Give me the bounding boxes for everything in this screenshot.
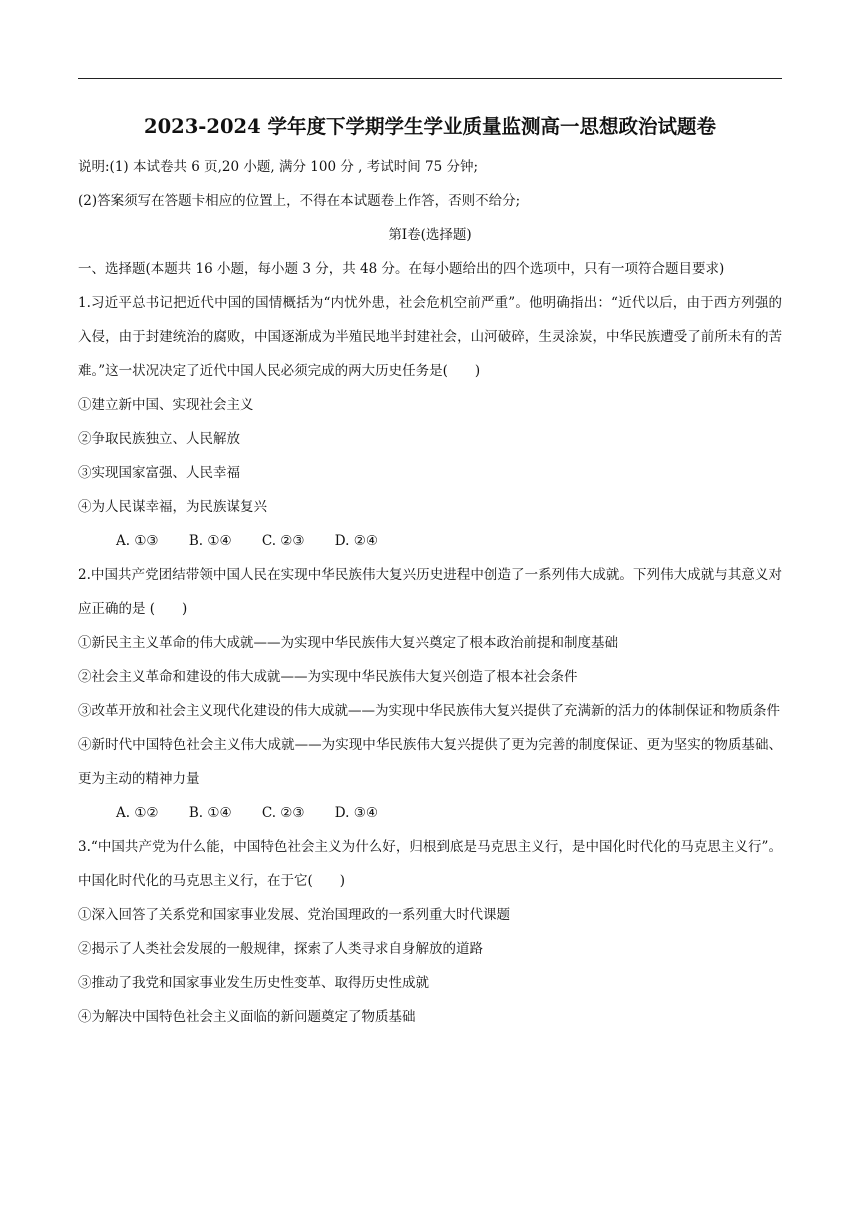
section-intro: 一、选择题(本题共 16 小题，每小题 3 分，共 48 分。在每小题给出的四个选项中，只有一项符合题目要求) <box>78 261 725 277</box>
option-b: B. ①④ <box>188 533 232 549</box>
question-stem: 1.习近平总书记把近代中国的国情概括为“内忧外患，社会危机空前严重”。他明确指出：“近代以后，由于西方列强的入侵，由于封建统治的腐败，中国逐渐成为半殖民地半封建社会，山河破碎，生灵涂炭，中华民族遭受了前所未有的苦难。”这一状况决定了近代中国人民必须完成的两大历史任务是( ) <box>78 295 782 379</box>
option-d: D. ③④ <box>334 805 378 821</box>
question-item: ③推动了我党和国家事业发生历史性变革、取得历史性成就 <box>78 975 429 991</box>
exam-title: 2023-2024 学年度下学期学生学业质量监测高一思想政治试题卷 <box>144 115 716 138</box>
question-stem: 3.“中国共产党为什么能，中国特色社会主义为什么好，归根到底是马克思主义行，是中国化时代化的马克思主义行”。中国化时代化的马克思主义行，在于它( ) <box>78 839 782 889</box>
question-item: ④为人民谋幸福，为民族谋复兴 <box>78 499 267 515</box>
option-d: D. ②④ <box>334 533 378 549</box>
question-stem: 2.中国共产党团结带领中国人民在实现中华民族伟大复兴历史进程中创造了一系列伟大成就。下列伟大成就与其意义对应正确的是 ( ) <box>78 567 782 617</box>
note-line-2: (2)答案须写在答题卡相应的位置上，不得在本试题卷上作答，否则不给分; <box>78 193 521 209</box>
option-c: C. ②③ <box>261 805 305 821</box>
option-b: B. ①④ <box>188 805 232 821</box>
question-item: ④为解决中国特色社会主义面临的新问题奠定了物质基础 <box>78 1009 416 1025</box>
question-item: ②社会主义革命和建设的伟大成就——为实现中华民族伟大复兴创造了根本社会条件 <box>78 669 578 685</box>
option-a: A. ①③ <box>116 533 159 549</box>
question-item: ③改革开放和社会主义现代化建设的伟大成就——为实现中华民族伟大复兴提供了充满新的活力的体制保证和物质条件 <box>78 703 780 719</box>
question-item: ①建立新中国、实现社会主义 <box>78 397 254 413</box>
question-item: ①深入回答了关系党和国家事业发展、党治国理政的一系列重大时代课题 <box>78 907 510 923</box>
answer-options <box>78 796 782 830</box>
question-item: ②揭示了人类社会发展的一般规律，探索了人类寻求自身解放的道路 <box>78 941 483 957</box>
note-line-1: 说明:(1) 本试卷共 6 页,20 小题, 满分 100 分 , 考试时间 75 分钟; <box>78 159 479 175</box>
answer-options <box>78 524 782 558</box>
question-item: ④新时代中国特色社会主义伟大成就——为实现中华民族伟大复兴提供了更为完善的制度保证、更为坚实的物质基础、更为主动的精神力量 <box>78 737 782 787</box>
option-c: C. ②③ <box>261 533 305 549</box>
question-item: ①新民主主义革命的伟大成就——为实现中华民族伟大复兴奠定了根本政治前提和制度基础 <box>78 635 618 651</box>
question-1 <box>78 286 782 558</box>
option-a: A. ①② <box>116 805 159 821</box>
section-title: 第Ⅰ卷(选择题) <box>388 227 472 243</box>
question-item: ③实现国家富强、人民幸福 <box>78 465 240 481</box>
question-2 <box>78 558 782 830</box>
header-rule <box>78 78 782 79</box>
question-item: ②争取民族独立、人民解放 <box>78 431 240 447</box>
question-3 <box>78 830 782 1034</box>
exam-content <box>78 112 782 1034</box>
